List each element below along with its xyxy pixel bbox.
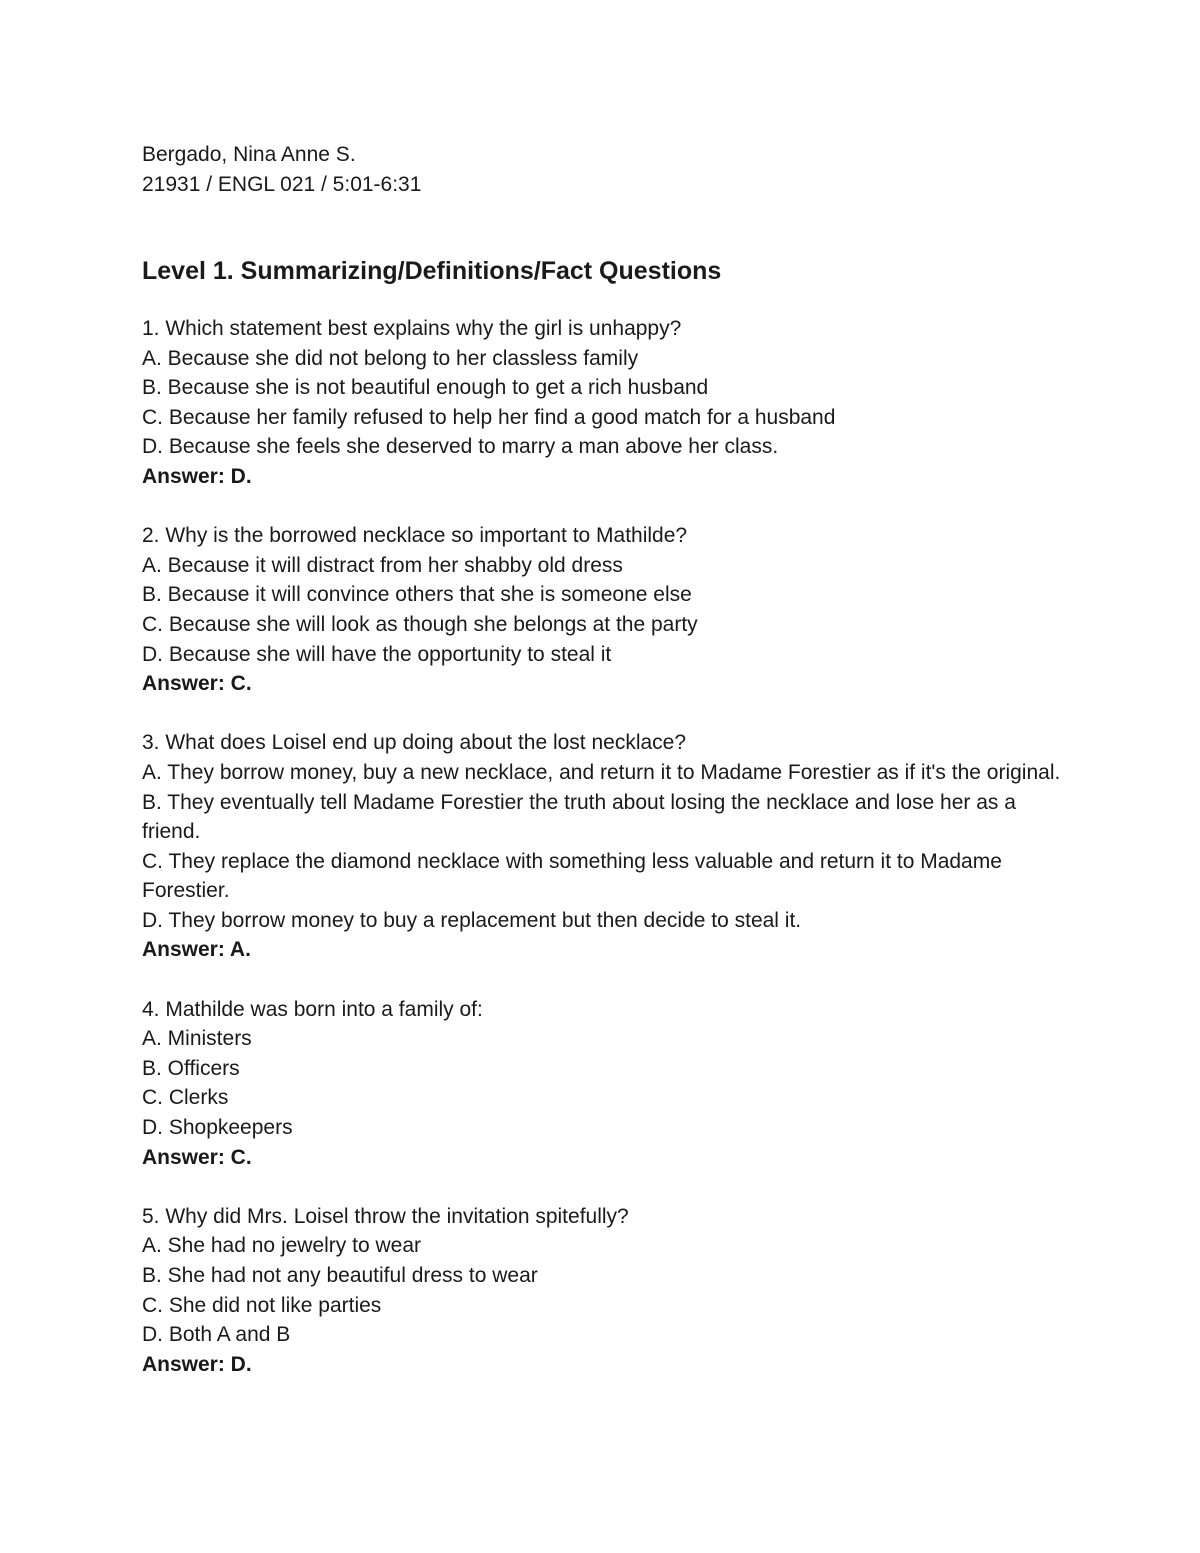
option-b: B. Because she is not beautiful enough to get a rich husband: [142, 376, 709, 400]
option-b: B. Officers: [142, 1056, 240, 1080]
option-a: A. Because it will distract from her shabby old dress: [142, 553, 623, 577]
question-block-3: [142, 728, 1062, 965]
option-d: D. Shopkeepers: [142, 1116, 293, 1140]
option-a: A. Ministers: [142, 1027, 252, 1051]
answer-line: Answer: A.: [142, 938, 251, 962]
question-text: 5. Why did Mrs. Loisel throw the invitation spitefully?: [142, 1204, 629, 1228]
option-b: B. She had not any beautiful dress to wear: [142, 1264, 538, 1287]
option-b: B. They eventually tell Madame Forestier the truth about losing the necklace and lose her as a friend.: [142, 790, 1016, 844]
option-a: A. Because she did not belong to her classless family: [142, 346, 639, 370]
option-c: C. Because she will look as though she belongs at the party: [142, 612, 698, 636]
student-name: Bergado, Nina Anne S.: [142, 143, 356, 166]
answer-line: Answer: C.: [142, 672, 252, 696]
option-c: C. She did not like parties: [142, 1293, 382, 1317]
option-c: C. Because her family refused to help her find a good match for a husband: [142, 405, 836, 429]
question-text: 4. Mathilde was born into a family of:: [142, 997, 483, 1021]
question-block-2: [142, 521, 1062, 699]
answer-line: Answer: C.: [142, 1145, 252, 1169]
question-list: [142, 314, 1062, 1379]
option-a: A. They borrow money, buy a new necklace, and return it to Madame Forestier as if it's the original.: [142, 760, 1061, 784]
question-text: 3. What does Loisel end up doing about the lost necklace?: [142, 731, 687, 755]
option-a: A. She had no jewelry to wear: [142, 1234, 421, 1258]
question-block-4: [142, 995, 1062, 1173]
answer-line: Answer: D.: [142, 464, 252, 488]
course-info: 21931 / ENGL 021 / 5:01-6:31: [142, 173, 422, 196]
option-d: D. Because she feels she deserved to marry a man above her class.: [142, 435, 779, 459]
option-d: D. Both A and B: [142, 1323, 291, 1347]
answer-line: Answer: D.: [142, 1352, 252, 1376]
question-text: 2. Why is the borrowed necklace so important to Mathilde?: [142, 524, 688, 548]
document-page: [142, 140, 1062, 1409]
option-b: B. Because it will convince others that she is someone else: [142, 583, 692, 607]
section-heading: Level 1. Summarizing/Definitions/Fact Questions: [142, 257, 722, 285]
question-text: 1. Which statement best explains why the girl is unhappy?: [142, 317, 682, 340]
option-d: D. Because she will have the opportunity to steal it: [142, 642, 612, 666]
question-block-5: [142, 1202, 1062, 1380]
question-block-1: [142, 314, 1062, 492]
option-c: C. Clerks: [142, 1086, 229, 1110]
option-d: D. They borrow money to buy a replacement but then decide to steal it.: [142, 908, 802, 932]
option-c: C. They replace the diamond necklace with something less valuable and return it to Madame Forestier.: [142, 849, 1002, 903]
